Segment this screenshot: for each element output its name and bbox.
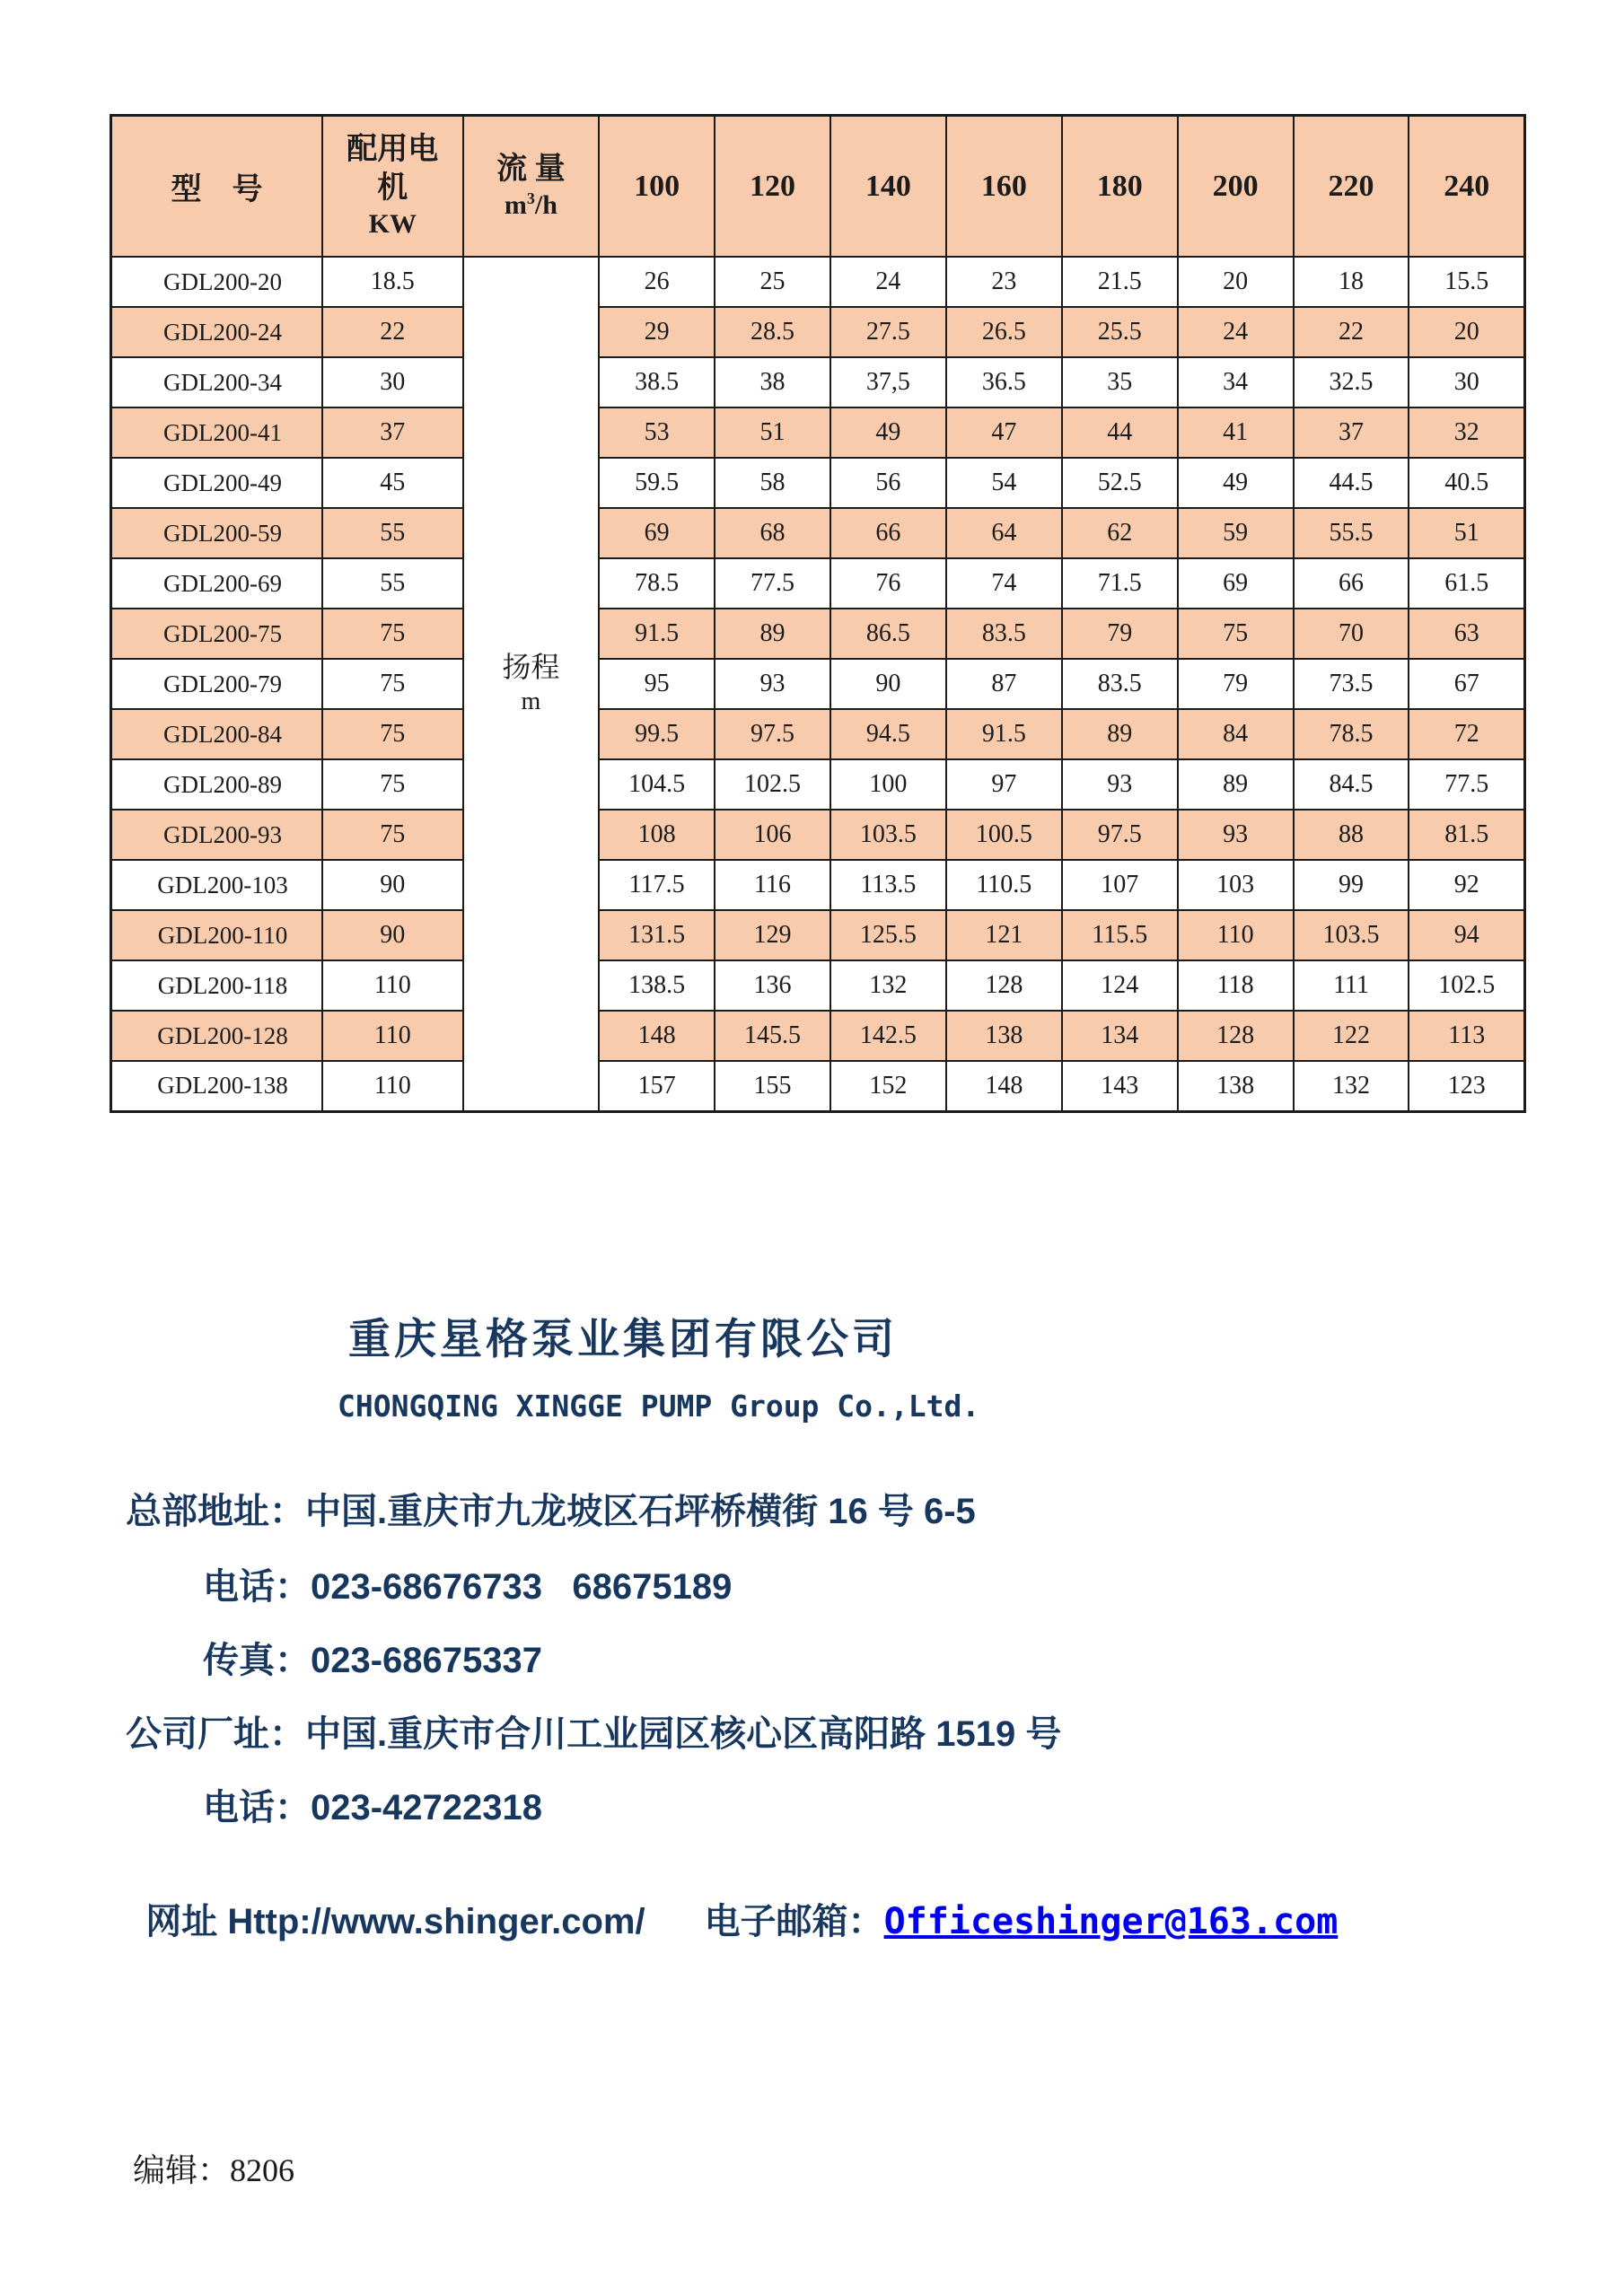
head-value-cell: 25.5 xyxy=(1062,307,1178,357)
head-value-cell: 136 xyxy=(715,960,830,1011)
header-flow-240: 240 xyxy=(1409,116,1524,258)
head-value-cell: 94.5 xyxy=(830,709,946,759)
head-value-cell: 99.5 xyxy=(599,709,715,759)
head-value-cell: 35 xyxy=(1062,357,1178,407)
model-cell: GDL200-41 xyxy=(111,407,322,458)
head-value-cell: 32.5 xyxy=(1294,357,1409,407)
head-value-cell: 91.5 xyxy=(599,609,715,659)
head-value-cell: 86.5 xyxy=(830,609,946,659)
head-value-cell: 77.5 xyxy=(715,558,830,609)
editor-note: 编辑：8206 xyxy=(133,2152,295,2188)
head-value-cell: 116 xyxy=(715,860,830,910)
table-row xyxy=(111,1061,1525,1111)
table-row xyxy=(111,960,1525,1011)
head-value-cell: 132 xyxy=(830,960,946,1011)
head-value-cell: 128 xyxy=(946,960,1062,1011)
kw-cell: 37 xyxy=(322,407,463,458)
head-value-cell: 157 xyxy=(599,1061,715,1111)
head-value-cell: 115.5 xyxy=(1062,910,1178,960)
company-name-en: CHONGQING XINGGE PUMP Group Co.,Ltd. xyxy=(338,1389,980,1424)
model-cell: GDL200-89 xyxy=(111,759,322,810)
head-value-cell: 102.5 xyxy=(1409,960,1524,1011)
head-value-cell: 121 xyxy=(946,910,1062,960)
head-value-cell: 123 xyxy=(1409,1061,1524,1111)
head-value-cell: 84 xyxy=(1178,709,1294,759)
header-flow-unit: $m^3/h$ xyxy=(504,188,557,220)
head-value-cell: 89 xyxy=(1178,759,1294,810)
model-cell: GDL200-103 xyxy=(111,860,322,910)
head-value-cell: 113.5 xyxy=(830,860,946,910)
head-value-cell: 89 xyxy=(715,609,830,659)
header-motor-line2: 机 xyxy=(377,171,408,205)
head-value-cell: 91.5 xyxy=(946,709,1062,759)
header-motor-line3: KW xyxy=(368,209,417,240)
header-flow-180: 180 xyxy=(1062,116,1178,258)
head-value-cell: 76 xyxy=(830,558,946,609)
head-value-cell: 55.5 xyxy=(1294,508,1409,558)
model-cell: GDL200-79 xyxy=(111,659,322,709)
header-flow xyxy=(463,116,600,258)
head-value-cell: 100.5 xyxy=(946,810,1062,860)
kw-cell: 110 xyxy=(322,1061,463,1111)
head-value-cell: 15.5 xyxy=(1409,257,1524,307)
head-value-cell: 92 xyxy=(1409,860,1524,910)
kw-cell: 75 xyxy=(322,659,463,709)
head-value-cell: 138 xyxy=(1178,1061,1294,1111)
head-value-cell: 28.5 xyxy=(715,307,830,357)
model-cell: GDL200-118 xyxy=(111,960,322,1011)
head-value-cell: 23 xyxy=(946,257,1062,307)
model-cell: GDL200-138 xyxy=(111,1061,322,1111)
header-flow-label: 流 量 xyxy=(496,153,566,187)
table-row xyxy=(111,810,1525,860)
head-value-cell: 128 xyxy=(1178,1011,1294,1061)
head-value-cell: 73.5 xyxy=(1294,659,1409,709)
head-value-cell: 21.5 xyxy=(1062,257,1178,307)
head-value-cell: 94 xyxy=(1409,910,1524,960)
model-cell: GDL200-93 xyxy=(111,810,322,860)
header-flow-140: 140 xyxy=(830,116,946,258)
head-value-cell: 51 xyxy=(1409,508,1524,558)
table-row xyxy=(111,659,1525,709)
model-cell: GDL200-20 xyxy=(111,257,322,307)
kw-cell: 75 xyxy=(322,810,463,860)
head-value-cell: 95 xyxy=(599,659,715,709)
kw-cell: 30 xyxy=(322,357,463,407)
head-value-cell: 26.5 xyxy=(946,307,1062,357)
head-value-cell: 53 xyxy=(599,407,715,458)
head-value-cell: 64 xyxy=(946,508,1062,558)
head-value-cell: 78.5 xyxy=(599,558,715,609)
header-flow-100: 100 xyxy=(599,116,715,258)
head-value-cell: 59.5 xyxy=(599,458,715,508)
website-text: 网址 Http://www.shinger.com/ xyxy=(145,1902,645,1941)
head-value-cell: 78.5 xyxy=(1294,709,1409,759)
head-value-cell: 37 xyxy=(1294,407,1409,458)
table-body xyxy=(111,257,1525,1111)
head-value-cell: 102.5 xyxy=(715,759,830,810)
table-row xyxy=(111,407,1525,458)
table-row xyxy=(111,910,1525,960)
head-value-cell: 97.5 xyxy=(715,709,830,759)
head-value-cell: 110.5 xyxy=(946,860,1062,910)
head-value-cell: 108 xyxy=(599,810,715,860)
email-link[interactable]: Officeshinger@163.com xyxy=(883,1901,1339,1942)
head-value-cell: 68 xyxy=(715,508,830,558)
head-value-cell: 90 xyxy=(830,659,946,709)
head-value-cell: 103 xyxy=(1178,860,1294,910)
head-unit-cell xyxy=(463,257,600,1111)
head-value-cell: 87 xyxy=(946,659,1062,709)
head-value-cell: 143 xyxy=(1062,1061,1178,1111)
head-value-cell: 138 xyxy=(946,1011,1062,1061)
head-value-cell: 30 xyxy=(1409,357,1524,407)
email-label: 电子邮箱： xyxy=(704,1902,884,1941)
website-email-line xyxy=(126,1853,1338,1944)
model-cell: GDL200-128 xyxy=(111,1011,322,1061)
head-value-cell: 111 xyxy=(1294,960,1409,1011)
head-value-cell: 71.5 xyxy=(1062,558,1178,609)
head-value-cell: 44 xyxy=(1062,407,1178,458)
head-value-cell: 97 xyxy=(946,759,1062,810)
kw-cell: 55 xyxy=(322,508,463,558)
head-value-cell: 69 xyxy=(1178,558,1294,609)
head-value-cell: 20 xyxy=(1409,307,1524,357)
table-row xyxy=(111,860,1525,910)
header-model: 型 号 xyxy=(111,116,322,258)
head-value-cell: 66 xyxy=(1294,558,1409,609)
header-flow-160: 160 xyxy=(946,116,1062,258)
head-value-cell: 84.5 xyxy=(1294,759,1409,810)
table-row xyxy=(111,1011,1525,1061)
kw-cell: 18.5 xyxy=(322,257,463,307)
head-value-cell: 93 xyxy=(715,659,830,709)
kw-cell: 90 xyxy=(322,910,463,960)
head-value-cell: 40.5 xyxy=(1409,458,1524,508)
head-value-cell: 67 xyxy=(1409,659,1524,709)
factory-address-line: 公司厂址：中国.重庆市合川工业园区核心区高阳路 1519 号 xyxy=(126,1714,1062,1754)
kw-cell: 110 xyxy=(322,1011,463,1061)
head-value-cell: 134 xyxy=(1062,1011,1178,1061)
head-value-cell: 74 xyxy=(946,558,1062,609)
table-row xyxy=(111,357,1525,407)
head-value-cell: 29 xyxy=(599,307,715,357)
head-value-cell: 58 xyxy=(715,458,830,508)
head-unit-label: 扬程 xyxy=(502,650,560,683)
table-row xyxy=(111,709,1525,759)
head-value-cell: 155 xyxy=(715,1061,830,1111)
head-value-cell: 103.5 xyxy=(1294,910,1409,960)
head-value-cell: 110 xyxy=(1178,910,1294,960)
head-value-cell: 18 xyxy=(1294,257,1409,307)
head-value-cell: 122 xyxy=(1294,1011,1409,1061)
head-value-cell: 129 xyxy=(715,910,830,960)
head-value-cell: 93 xyxy=(1062,759,1178,810)
head-value-cell: 34 xyxy=(1178,357,1294,407)
head-value-cell: 61.5 xyxy=(1409,558,1524,609)
head-value-cell: 113 xyxy=(1409,1011,1524,1061)
head-value-cell: 44.5 xyxy=(1294,458,1409,508)
head-value-cell: 125.5 xyxy=(830,910,946,960)
head-value-cell: 117.5 xyxy=(599,860,715,910)
table-row xyxy=(111,508,1525,558)
head-value-cell: 72 xyxy=(1409,709,1524,759)
head-value-cell: 59 xyxy=(1178,508,1294,558)
head-value-cell: 22 xyxy=(1294,307,1409,357)
kw-cell: 22 xyxy=(322,307,463,357)
head-value-cell: 152 xyxy=(830,1061,946,1111)
head-value-cell: 148 xyxy=(946,1061,1062,1111)
head-value-cell: 37,5 xyxy=(830,357,946,407)
head-value-cell: 89 xyxy=(1062,709,1178,759)
hq-phone-line: 电话：023-68676733 68675189 xyxy=(203,1567,733,1607)
head-value-cell: 38.5 xyxy=(599,357,715,407)
head-value-cell: 49 xyxy=(1178,458,1294,508)
head-value-cell: 75 xyxy=(1178,609,1294,659)
head-unit-symbol: m xyxy=(521,688,541,716)
table-row xyxy=(111,307,1525,357)
table-row xyxy=(111,458,1525,508)
head-value-cell: 24 xyxy=(830,257,946,307)
kw-cell: 75 xyxy=(322,759,463,810)
head-value-cell: 41 xyxy=(1178,407,1294,458)
head-value-cell: 52.5 xyxy=(1062,458,1178,508)
head-value-cell: 81.5 xyxy=(1409,810,1524,860)
head-value-cell: 132 xyxy=(1294,1061,1409,1111)
head-value-cell: 70 xyxy=(1294,609,1409,659)
head-value-cell: 25 xyxy=(715,257,830,307)
head-value-cell: 124 xyxy=(1062,960,1178,1011)
head-value-cell: 142.5 xyxy=(830,1011,946,1061)
kw-cell: 75 xyxy=(322,609,463,659)
head-value-cell: 107 xyxy=(1062,860,1178,910)
kw-cell: 75 xyxy=(322,709,463,759)
head-value-cell: 93 xyxy=(1178,810,1294,860)
pump-spec-table xyxy=(110,114,1526,1113)
table-row xyxy=(111,257,1525,307)
head-value-cell: 69 xyxy=(599,508,715,558)
head-value-cell: 97.5 xyxy=(1062,810,1178,860)
table-header-row xyxy=(111,116,1525,258)
hq-address-line: 总部地址：中国.重庆市九龙坡区石坪桥横街 16 号 6-5 xyxy=(126,1492,976,1531)
table-row xyxy=(111,558,1525,609)
head-value-cell: 148 xyxy=(599,1011,715,1061)
head-value-cell: 51 xyxy=(715,407,830,458)
head-value-cell: 47 xyxy=(946,407,1062,458)
kw-cell: 45 xyxy=(322,458,463,508)
head-value-cell: 104.5 xyxy=(599,759,715,810)
head-value-cell: 100 xyxy=(830,759,946,810)
head-value-cell: 118 xyxy=(1178,960,1294,1011)
head-value-cell: 26 xyxy=(599,257,715,307)
head-value-cell: 49 xyxy=(830,407,946,458)
head-value-cell: 103.5 xyxy=(830,810,946,860)
head-value-cell: 99 xyxy=(1294,860,1409,910)
head-value-cell: 79 xyxy=(1178,659,1294,709)
head-value-cell: 36.5 xyxy=(946,357,1062,407)
head-value-cell: 54 xyxy=(946,458,1062,508)
kw-cell: 55 xyxy=(322,558,463,609)
head-value-cell: 56 xyxy=(830,458,946,508)
head-value-cell: 20 xyxy=(1178,257,1294,307)
head-value-cell: 63 xyxy=(1409,609,1524,659)
head-value-cell: 145.5 xyxy=(715,1011,830,1061)
head-value-cell: 83.5 xyxy=(946,609,1062,659)
header-flow-200: 200 xyxy=(1178,116,1294,258)
head-value-cell: 131.5 xyxy=(599,910,715,960)
head-value-cell: 32 xyxy=(1409,407,1524,458)
header-flow-220: 220 xyxy=(1294,116,1409,258)
model-cell: GDL200-84 xyxy=(111,709,322,759)
head-value-cell: 38 xyxy=(715,357,830,407)
table-row xyxy=(111,759,1525,810)
head-value-cell: 88 xyxy=(1294,810,1409,860)
header-motor-kw xyxy=(322,116,463,258)
model-cell: GDL200-110 xyxy=(111,910,322,960)
fax-line: 传真：023-68675337 xyxy=(203,1641,543,1680)
company-name-cn: 重庆星格泵业集团有限公司 xyxy=(348,1317,898,1363)
model-cell: GDL200-59 xyxy=(111,508,322,558)
head-value-cell: 27.5 xyxy=(830,307,946,357)
head-value-cell: 24 xyxy=(1178,307,1294,357)
header-motor-line1: 配用电 xyxy=(347,133,439,167)
model-cell: GDL200-49 xyxy=(111,458,322,508)
model-cell: GDL200-24 xyxy=(111,307,322,357)
head-value-cell: 77.5 xyxy=(1409,759,1524,810)
head-value-cell: 106 xyxy=(715,810,830,860)
kw-cell: 90 xyxy=(322,860,463,910)
factory-phone-line: 电话：023-42722318 xyxy=(203,1788,543,1827)
head-value-cell: 83.5 xyxy=(1062,659,1178,709)
head-value-cell: 79 xyxy=(1062,609,1178,659)
head-value-cell: 138.5 xyxy=(599,960,715,1011)
model-cell: GDL200-75 xyxy=(111,609,322,659)
header-flow-120: 120 xyxy=(715,116,830,258)
table-row xyxy=(111,609,1525,659)
head-value-cell: 66 xyxy=(830,508,946,558)
head-value-cell: 62 xyxy=(1062,508,1178,558)
kw-cell: 110 xyxy=(322,960,463,1011)
model-cell: GDL200-34 xyxy=(111,357,322,407)
model-cell: GDL200-69 xyxy=(111,558,322,609)
